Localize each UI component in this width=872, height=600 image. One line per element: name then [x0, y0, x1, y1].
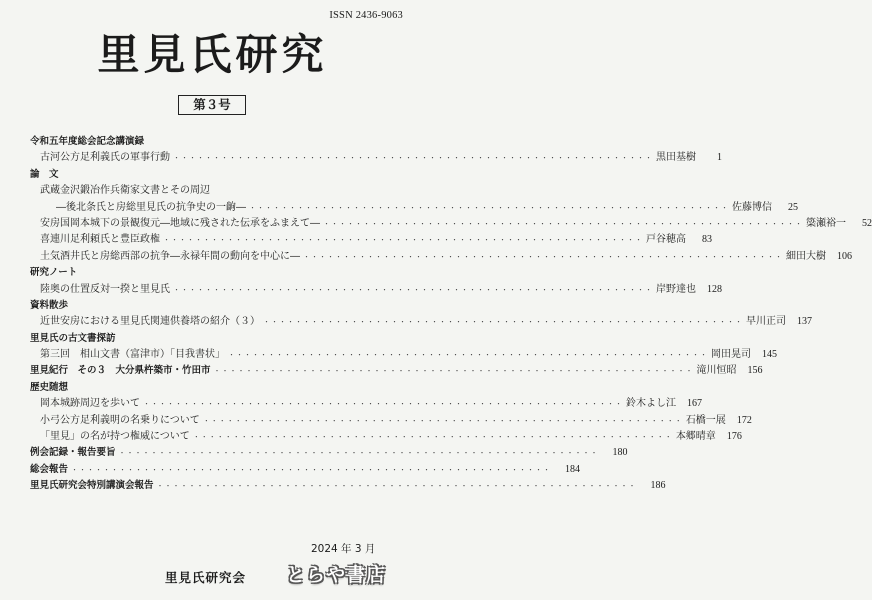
toc-entry — [30, 363, 763, 379]
toc-entry-title: 古河公方足利義氏の軍事行動 — [40, 152, 170, 164]
toc-entry — [30, 413, 752, 429]
toc-entry-title: 陸奥の仕置反対一揆と里見氏 — [40, 283, 170, 295]
toc-entry — [30, 347, 777, 363]
toc-entry-page: 25 — [788, 201, 798, 213]
toc-entry-author: 本郷晴章 — [675, 431, 716, 443]
toc-entry-page: 83 — [702, 234, 712, 246]
toc-entry-title: 岡本城跡周辺を歩いて — [40, 398, 140, 410]
toc-leader-dots: ・・・・・・・・・・・・・・・・・・・・・・・・・・・・・・・・・・・・・・・・・・・・・・・・・・・・・・・・・・・・ — [303, 252, 783, 261]
toc-entry-title: 近世安房における里見氏関連供養塔の紹介（３） — [40, 316, 260, 328]
toc-entry — [30, 429, 742, 445]
toc-section-heading: 研究ノート — [30, 267, 78, 279]
toc-entry-page: 145 — [762, 349, 777, 361]
toc-leader-dots: ・・・・・・・・・・・・・・・・・・・・・・・・・・・・・・・・・・・・・・・・・・・・・・・・・・・・・・・・・・・・ — [192, 433, 673, 442]
toc-section-heading: 里見氏の古文書探訪 — [30, 332, 116, 344]
toc-entry — [30, 249, 852, 265]
toc-entry-author: 岸野達也 — [656, 283, 696, 295]
toc-entry-title: 武蔵金沢鍛冶作兵衛家文書とその周辺 — [40, 185, 210, 197]
toc-entry-author: 佐藤博信 — [732, 201, 772, 213]
toc-entry — [30, 462, 581, 478]
toc-entry-author: 黒田基樹 — [656, 152, 696, 164]
toc-entry-page: 167 — [687, 398, 702, 410]
toc-entry-author: 岡田晃司 — [711, 349, 751, 361]
bookshop-watermark: とらや書店 — [286, 564, 387, 586]
toc-entry-author: 石橋一展 — [685, 414, 726, 426]
toc-entry-title: 喜連川足利頼氏と豊臣政権 — [40, 234, 160, 246]
toc-entry — [30, 445, 628, 461]
toc-entry-author: 細田大樹 — [786, 250, 826, 262]
toc-entry-page: 172 — [736, 414, 752, 426]
toc-entry-author: 鈴木よし江 — [626, 398, 676, 410]
toc-leader-dots: ・・・・・・・・・・・・・・・・・・・・・・・・・・・・・・・・・・・・・・・・・・・・・・・・・・・・・・・・・・・・ — [202, 416, 683, 425]
toc-leader-dots: ・・・・・・・・・・・・・・・・・・・・・・・・・・・・・・・・・・・・・・・・・・・・・・・・・・・・・・・・・・・・ — [163, 236, 643, 245]
toc-leader-dots: ・・・・・・・・・・・・・・・・・・・・・・・・・・・・・・・・・・・・・・・・・・・・・・・・・・・・・・・・・・・・ — [71, 465, 552, 474]
toc-entry-page: 186 — [650, 480, 666, 492]
toc-leader-dots: ・・・・・・・・・・・・・・・・・・・・・・・・・・・・・・・・・・・・・・・・・・・・・・・・・・・・・・・・・・・・ — [249, 203, 729, 212]
publisher-name: 里見氏研究会 — [165, 570, 247, 585]
toc-leader-dots: ・・・・・・・・・・・・・・・・・・・・・・・・・・・・・・・・・・・・・・・・・・・・・・・・・・・・・・・・・・・・ — [263, 318, 743, 327]
toc-entry — [30, 282, 722, 298]
toc-entry-author: 早川正司 — [746, 316, 786, 328]
toc-entry-page: 180 — [612, 447, 628, 459]
toc-entry — [30, 232, 712, 248]
toc-entry-page: 137 — [797, 316, 812, 328]
journal-title: 里見氏研究 — [97, 30, 328, 79]
toc-leader-dots: ・・・・・・・・・・・・・・・・・・・・・・・・・・・・・・・・・・・・・・・・・・・・・・・・・・・・・・・・・・・・ — [323, 219, 803, 228]
toc-section-heading: 論 文 — [30, 168, 59, 180]
toc-entry-page: 1 — [717, 152, 722, 164]
toc-entry — [30, 183, 404, 199]
toc-entry-title: 「里見」の名が持つ権威について — [40, 431, 190, 443]
toc-entry-title: 小弓公方足利義明の名乗りについて — [40, 414, 200, 426]
toc-leader-dots: ・・・・・・・・・・・・・・・・・・・・・・・・・・・・・・・・・・・・・・・・・・・・・・・・・・・・・・・・・・・・ — [143, 400, 623, 409]
toc-entry-author: 戸谷穂高 — [646, 234, 686, 246]
toc-section-heading: 令和五年度総会記念講演録 — [30, 136, 145, 147]
toc-entry-title: 第三回 相山文書（富津市）「目我書状」 — [40, 349, 225, 361]
toc-entry-title: 例会記録・報告要旨 — [30, 447, 116, 459]
issue-number-box: 第３号 — [178, 95, 246, 115]
publication-date: 2024 年 3 月 — [311, 543, 376, 555]
toc-entry — [30, 314, 812, 330]
toc-entry — [30, 200, 798, 216]
toc-leader-dots: ・・・・・・・・・・・・・・・・・・・・・・・・・・・・・・・・・・・・・・・・・・・・・・・・・・・・・・・・・・・・ — [173, 154, 653, 163]
toc-entry-title: 総会報告 — [30, 463, 69, 475]
toc-entry — [30, 396, 702, 412]
table-of-contents — [30, 134, 872, 495]
toc-entry-title: 里見紀行 その３ 大分県杵築市・竹田市 — [30, 365, 211, 377]
toc-entry-page: 128 — [707, 283, 722, 295]
toc-entry-author: 滝川恒昭 — [696, 365, 737, 377]
toc-entry-author: 簗瀬裕一 — [806, 217, 846, 229]
toc-entry-page: 106 — [837, 250, 852, 262]
toc-entry-title: 安房国岡本城下の景観復元―地域に残された伝承をふまえて― — [40, 217, 320, 229]
toc-section-heading: 歴史随想 — [30, 381, 69, 393]
toc-entry-page: 52 — [862, 217, 872, 229]
toc-entry-title: 里見氏研究会特別講演会報告 — [30, 480, 154, 492]
toc-entry-page: 176 — [726, 431, 742, 443]
toc-entry-page: 184 — [565, 463, 581, 475]
issn-number: ISSN 2436-9063 — [329, 10, 403, 21]
toc-entry — [30, 150, 722, 166]
toc-entry-page: 156 — [747, 365, 763, 377]
toc-leader-dots: ・・・・・・・・・・・・・・・・・・・・・・・・・・・・・・・・・・・・・・・・・・・・・・・・・・・・・・・・・・・・ — [213, 367, 694, 376]
toc-entry-title: 土気酒井氏と房総西部の抗争―永禄年間の動向を中心に― — [40, 250, 300, 262]
toc-entry — [30, 216, 872, 232]
toc-section-heading: 資料散歩 — [30, 299, 69, 311]
toc-leader-dots: ・・・・・・・・・・・・・・・・・・・・・・・・・・・・・・・・・・・・・・・・・・・・・・・・・・・・・・・・・・・・ — [228, 351, 708, 360]
toc-entry — [30, 478, 666, 494]
toc-leader-dots: ・・・・・・・・・・・・・・・・・・・・・・・・・・・・・・・・・・・・・・・・・・・・・・・・・・・・・・・・・・・・ — [156, 482, 637, 491]
toc-leader-dots: ・・・・・・・・・・・・・・・・・・・・・・・・・・・・・・・・・・・・・・・・・・・・・・・・・・・・・・・・・・・・ — [173, 285, 653, 294]
toc-entry-title: ―後北条氏と房総里見氏の抗争史の一齣― — [56, 201, 246, 213]
toc-leader-dots: ・・・・・・・・・・・・・・・・・・・・・・・・・・・・・・・・・・・・・・・・・・・・・・・・・・・・・・・・・・・・ — [118, 449, 599, 458]
